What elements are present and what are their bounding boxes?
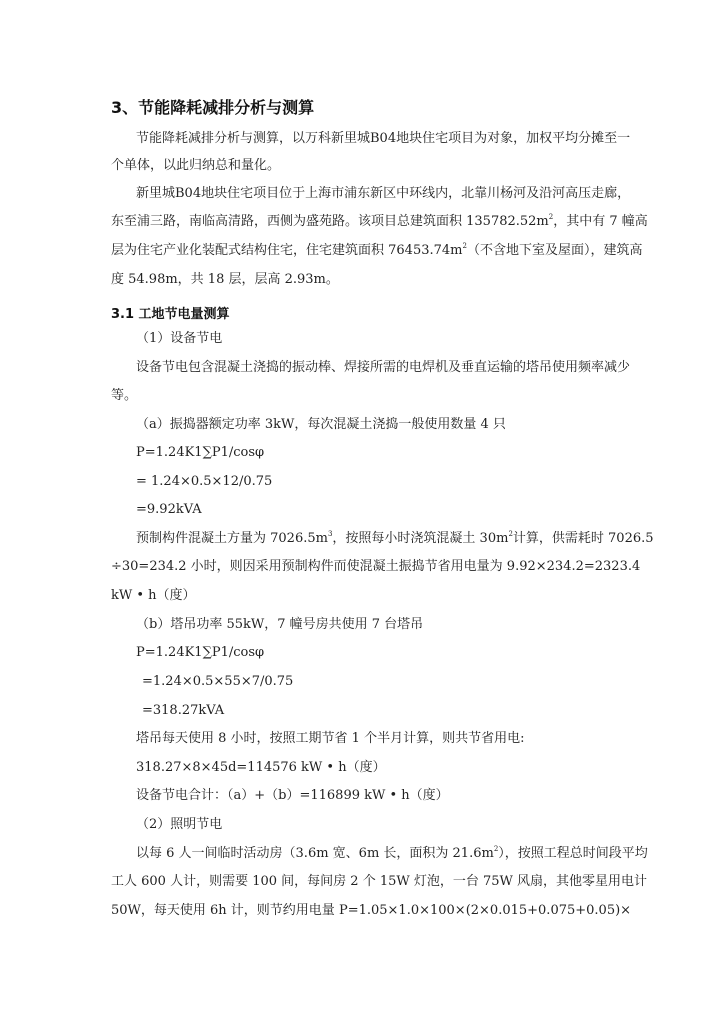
formula-line: 318.27×8×45d=114576 kW • h（度） [136, 760, 386, 775]
paragraph-line [111, 242, 643, 259]
paragraph-line: 个单体，以此归纳总和量化。 [111, 158, 281, 173]
text-segment: ），按照工程总时间段平均 [498, 846, 648, 861]
paragraph-line: 等。 [111, 388, 138, 403]
paragraph-line: 工人 600 人计，则需要 100 间，每间房 2 个 15W 灯泡，一台 75W 风扇，其他零星用电计 [111, 874, 648, 889]
paragraph-line: 节能降耗减排分析与测算，以万科新里城B04地块住宅项目为对象，加权平均分摊至一 [136, 131, 631, 146]
formula-line: =318.27kVA [142, 703, 225, 718]
paragraph-line: 50W，每天使用 6h 计，则节约用电量 P=1.05×1.0×100×(2×0.015+0.075+0.05)× [111, 903, 632, 918]
text-segment: 预制构件混凝土方量为 7026.5m [136, 531, 328, 546]
superscript: 2 [548, 213, 554, 221]
subsection-title: 3.1 工地节电量测算 [111, 307, 230, 322]
paragraph-line: ÷30=234.2 小时，则因采用预制构件而使混凝土振捣节省用电量为 9.92×234.2=2323.4 [111, 559, 641, 574]
text-segment: 层为住宅产业化装配式结构住宅，住宅建筑面积 76453.74m [111, 243, 463, 258]
paragraph-line [136, 530, 654, 547]
text-segment: 计算，供需耗时 7026.5 [512, 531, 654, 546]
formula-line: P=1.24K1∑P1/cosφ [136, 645, 265, 660]
text-segment: ，按照每小时浇筑混凝土 30m [332, 531, 509, 546]
paragraph-line: 新里城B04地块住宅项目位于上海市浦东新区中环线内，北靠川杨河及沿河高压走廊， [136, 186, 631, 201]
superscript: 2 [462, 242, 467, 250]
text-segment: （不含地下室及屋面），建筑高 [466, 243, 643, 258]
superscript: 2 [508, 530, 513, 538]
paragraph-line [136, 845, 648, 862]
formula-line: =9.92kVA [136, 502, 202, 517]
paragraph-line: kW • h（度） [111, 588, 196, 603]
superscript: 2 [493, 845, 499, 853]
text-segment: 以每 6 人一间临时活动房（3.6m 宽、6m 长，面积为 21.6m [136, 846, 494, 861]
paragraph-line: （1）设备节电 [136, 331, 223, 346]
paragraph-line: （b）塔吊功率 55kW，7 幢号房共使用 7 台塔吊 [136, 617, 424, 632]
paragraph-line: （2）照明节电 [136, 817, 223, 832]
text-segment: ，其中有 7 幢高 [553, 214, 648, 229]
formula-line: = 1.24×0.5×12/0.75 [136, 474, 273, 489]
superscript: 3 [327, 530, 333, 538]
formula-line: =1.24×0.5×55×7/0.75 [142, 674, 294, 689]
paragraph-line: 度 54.98m，共 18 层，层高 2.93m。 [111, 272, 339, 287]
paragraph-line: 设备节电包含混凝土浇捣的振动棒、焊接所需的电焊机及垂直运输的塔吊使用频率减少 [136, 360, 631, 375]
text-segment: 东至浦三路，南临高清路，西侧为盛苑路。该项目总建筑面积 135782.52m [111, 214, 549, 229]
formula-line: P=1.24K1∑P1/cosφ [136, 445, 265, 460]
paragraph-line: 设备节电合计：（a）+（b）=116899 kW • h（度） [136, 788, 449, 803]
paragraph-line [111, 213, 648, 230]
paragraph-line: 塔吊每天使用 8 小时，按照工期节省 1 个半月计算，则共节省用电: [136, 731, 525, 746]
paragraph-line: （a）振捣器额定功率 3kW，每次混凝土浇捣一般使用数量 4 只 [136, 417, 506, 432]
section-title: 3、节能降耗减排分析与测算 [111, 98, 315, 117]
